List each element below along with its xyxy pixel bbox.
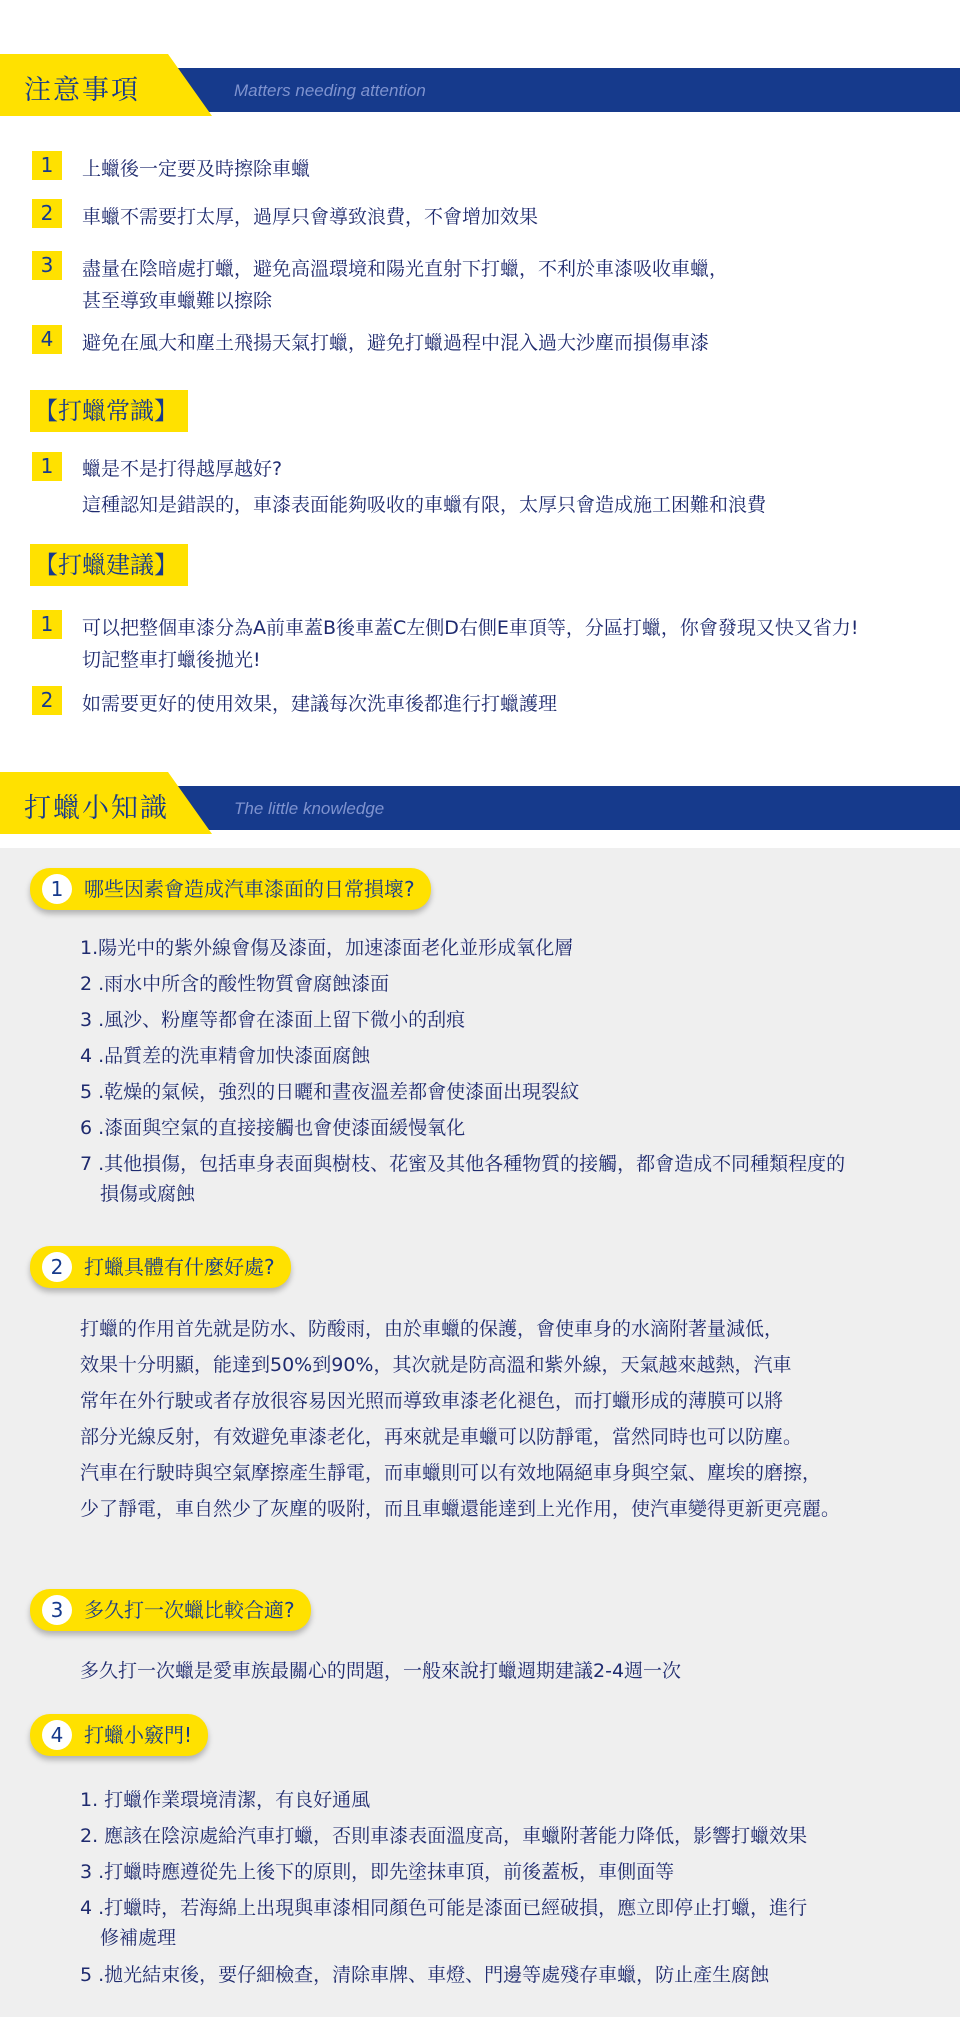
question-number: 1 [42, 874, 72, 904]
question-title: 打蠟具體有什麼好處? [84, 1255, 275, 1279]
item-number: 1 [32, 610, 62, 639]
list-item: 6 .漆面與空氣的直接接觸也會使漆面緩慢氧化 [80, 1117, 466, 1139]
paragraph-line: 汽車在行駛時與空氣摩擦產生靜電，而車蠟則可以有效地隔絕車身與空氣、塵埃的磨擦， [80, 1462, 822, 1484]
section-subtitle: The little knowledge [234, 799, 385, 818]
item-text: 車蠟不需要打太厚，過厚只會導致浪費，不會增加效果 [82, 206, 539, 228]
item-text-line: 盡量在陰暗處打蠟，避免高溫環境和陽光直射下打蠟，不利於車漆吸收車蠟， [82, 258, 729, 280]
question-title: 哪些因素會造成汽車漆面的日常損壞? [84, 877, 415, 901]
item-number: 1 [32, 151, 62, 180]
section-subtitle: Matters needing attention [234, 81, 426, 100]
list-item: 4 .品質差的洗車精會加快漆面腐蝕 [80, 1045, 371, 1067]
item-text [82, 612, 960, 676]
item-text [82, 451, 960, 523]
question-pill-3 [30, 1589, 311, 1631]
section-title: 打蠟小知識 [24, 793, 169, 824]
paragraph-line: 打蠟的作用首先就是防水、防酸雨，由於車蠟的保護，會使車身的水滴附著量減低， [80, 1318, 784, 1340]
item-number: 2 [32, 686, 62, 715]
item-text-line: 這種認知是錯誤的，車漆表面能夠吸收的車蠟有限，太厚只會造成施工困難和浪費 [82, 494, 767, 516]
q2-paragraph [80, 1311, 940, 1527]
paragraph-line: 少了靜電，車自然少了灰塵的吸附，而且車蠟還能達到上光作用，使汽車變得更新更亮麗。 [80, 1498, 841, 1520]
list-item: 1.陽光中的紫外線會傷及漆面，加速漆面老化並形成氧化層 [80, 937, 574, 959]
item-text: 避免在風大和塵土飛揚天氣打蠟，避免打蠟過程中混入過大沙塵而損傷車漆 [82, 332, 710, 354]
q3-paragraph [80, 1653, 940, 1689]
suggestions-title: 【打蠟建議】 [30, 544, 188, 586]
common-sense-title: 【打蠟常識】 [30, 390, 188, 432]
list-item-line: 損傷或腐蝕 [100, 1183, 196, 1205]
item-text: 上蠟後一定要及時擦除車蠟 [82, 158, 311, 180]
paragraph-line: 效果十分明顯，能達到50%到90%，其次就是防高溫和紫外線，天氣越來越熱，汽車 [80, 1354, 792, 1376]
list-item: 3 .打蠟時應遵從先上後下的原則，即先塗抹車頂，前後蓋板，車側面等 [80, 1861, 675, 1883]
question-number: 2 [42, 1252, 72, 1282]
list-item: 3 .風沙、粉塵等都會在漆面上留下微小的刮痕 [80, 1009, 466, 1031]
item-number: 1 [32, 452, 62, 481]
list-item [80, 1146, 940, 1209]
item-number: 3 [32, 251, 62, 280]
section-title: 注意事項 [24, 75, 140, 106]
paragraph-line: 部分光線反射，有效避免車漆老化，再來就是車蠟可以防靜電，當然同時也可以防塵。 [80, 1426, 803, 1448]
item-text-line: 蠟是不是打得越厚越好? [82, 458, 283, 480]
item-text-line: 切記整車打蠟後拋光! [82, 649, 261, 671]
item-number: 4 [32, 325, 62, 354]
question-number: 3 [42, 1595, 72, 1625]
item-text [82, 253, 960, 317]
q1-list [80, 930, 940, 1209]
list-item-line: 4 .打蠟時，若海綿上出現與車漆相同顏色可能是漆面已經破損，應立即停止打蠟，進行 [80, 1897, 808, 1919]
question-pill-4 [30, 1714, 208, 1756]
list-item-line: 7 .其他損傷，包括車身表面與樹枝、花蜜及其他各種物質的接觸，都會造成不同種類程度的 [80, 1153, 846, 1175]
list-item: 1. 打蠟作業環境清潔，有良好通風 [80, 1789, 371, 1811]
list-item: 5 .拋光結束後，要仔細檢查，清除車牌、車燈、門邊等處殘存車蠟，防止產生腐蝕 [80, 1964, 770, 1986]
paragraph-line: 常年在外行駛或者存放很容易因光照而導致車漆老化褪色，而打蠟形成的薄膜可以將 [80, 1390, 784, 1412]
list-item: 2. 應該在陰涼處給汽車打蠟，否則車漆表面溫度高，車蠟附著能力降低，影響打蠟效果 [80, 1825, 808, 1847]
section-header-attention [0, 54, 960, 130]
item-number: 2 [32, 199, 62, 228]
item-text: 如需要更好的使用效果，建議每次洗車後都進行打蠟護理 [82, 693, 558, 715]
list-item [80, 1890, 940, 1953]
question-number: 4 [42, 1720, 72, 1750]
question-pill-1 [30, 868, 431, 910]
list-item-line: 修補處理 [100, 1927, 177, 1949]
question-title: 打蠟小竅門! [84, 1723, 193, 1747]
question-pill-2 [30, 1246, 291, 1288]
paragraph-line: 多久打一次蠟是愛車族最關心的問題，一般來說打蠟週期建議2-4週一次 [80, 1660, 682, 1682]
item-text-line: 可以把整個車漆分為A前車蓋B後車蓋C左側D右側E車頂等，分區打蠟，你會發現又快又省力! [82, 617, 859, 639]
question-title: 多久打一次蠟比較合適? [84, 1598, 295, 1622]
list-item: 5 .乾燥的氣候，強烈的日曬和晝夜溫差都會使漆面出現裂紋 [80, 1081, 580, 1103]
list-item: 2 .雨水中所含的酸性物質會腐蝕漆面 [80, 973, 390, 995]
q4-list [80, 1782, 940, 1993]
section-header-knowledge [0, 772, 960, 848]
item-text-line: 甚至導致車蠟難以擦除 [82, 290, 273, 312]
